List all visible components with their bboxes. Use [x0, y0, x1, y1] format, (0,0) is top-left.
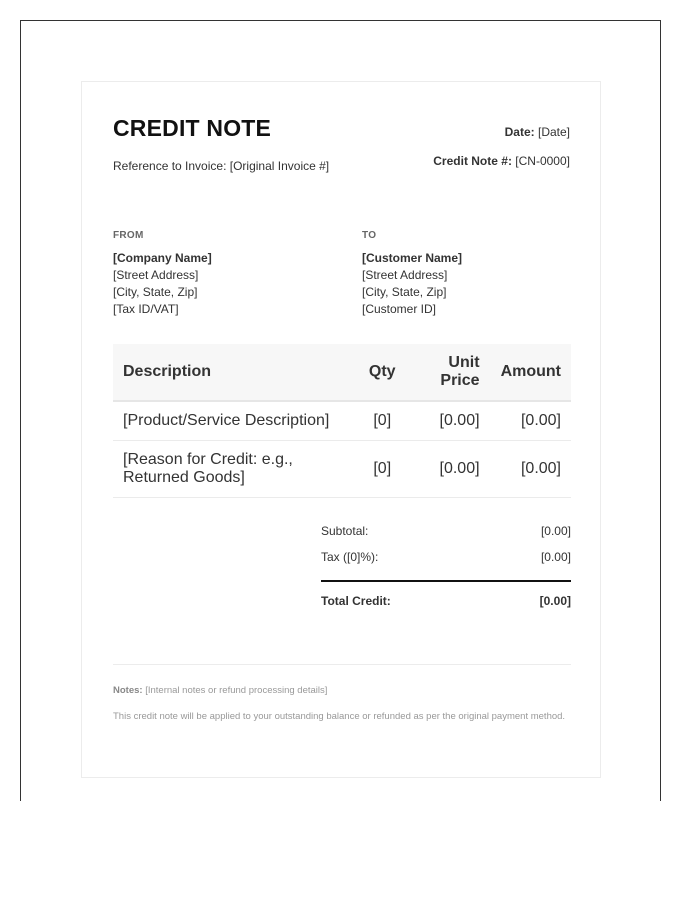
- date-value: [Date]: [537, 125, 570, 139]
- cell-unit-price: [0.00]: [409, 441, 490, 498]
- tax-row: [321, 544, 571, 570]
- total-credit-label: Total Credit:: [321, 594, 391, 608]
- to-block: [362, 227, 462, 318]
- cell-unit-price: [0.00]: [409, 401, 490, 441]
- to-street: [Street Address]: [362, 268, 448, 282]
- notes-text: [Internal notes or refund processing details]: [145, 685, 328, 696]
- subtotal-label: Subtotal:: [321, 524, 369, 538]
- header-unit-price: Unit Price: [409, 344, 490, 401]
- credit-note-number: [433, 154, 570, 168]
- to-heading: TO: [362, 230, 377, 241]
- document-title: CREDIT NOTE: [113, 115, 272, 141]
- cell-qty: [0]: [356, 441, 409, 498]
- table-row: [113, 441, 571, 498]
- totals-block: [321, 518, 571, 614]
- header-amount: Amount: [490, 344, 571, 401]
- header-qty: Qty: [356, 344, 409, 401]
- to-customer-name: [Customer Name]: [362, 251, 463, 265]
- subtotal-value: [0.00]: [540, 524, 571, 538]
- table-header-row: [113, 344, 571, 401]
- header-description: Description: [113, 344, 356, 401]
- from-block: [113, 227, 212, 318]
- from-company-name: [Company Name]: [113, 251, 212, 265]
- invoice-reference: [113, 159, 329, 173]
- cell-description: [Product/Service Description]: [113, 401, 356, 441]
- from-city: [City, State, Zip]: [113, 285, 198, 299]
- from-tax-id: [Tax ID/VAT]: [113, 302, 179, 316]
- to-customer-id: [Customer ID]: [362, 302, 437, 316]
- notes-line: [113, 685, 327, 696]
- totals-divider: [321, 580, 571, 582]
- cell-amount: [0.00]: [490, 401, 571, 441]
- date-field: [505, 125, 570, 139]
- subtotal-row: [321, 518, 571, 544]
- credit-note-sheet: [81, 81, 601, 778]
- from-heading: FROM: [113, 230, 144, 241]
- cell-description: [Reason for Credit: e.g., Returned Goods]: [113, 441, 356, 498]
- credit-note-number-label: Credit Note #:: [433, 154, 512, 168]
- table-row: [113, 401, 571, 441]
- cell-amount: [0.00]: [490, 441, 571, 498]
- line-items-table: [113, 344, 571, 498]
- invoice-reference-value: [Original Invoice #]: [229, 159, 330, 173]
- date-label: Date:: [504, 125, 535, 139]
- total-credit-value: [0.00]: [539, 594, 571, 608]
- credit-note-number-value: [CN-0000]: [515, 154, 570, 168]
- from-street: [Street Address]: [113, 268, 199, 282]
- disclaimer-text: This credit note will be applied to your outstanding balance or refunded as per the original payment method.: [113, 711, 566, 722]
- tax-value: [0.00]: [540, 550, 571, 564]
- cell-qty: [0]: [356, 401, 409, 441]
- footer-divider: [113, 664, 571, 665]
- invoice-reference-label: Reference to Invoice:: [113, 159, 227, 173]
- notes-label: Notes:: [113, 685, 143, 696]
- to-city: [City, State, Zip]: [362, 285, 447, 299]
- total-credit-row: [321, 588, 571, 614]
- tax-label: Tax ([0]%):: [321, 550, 379, 564]
